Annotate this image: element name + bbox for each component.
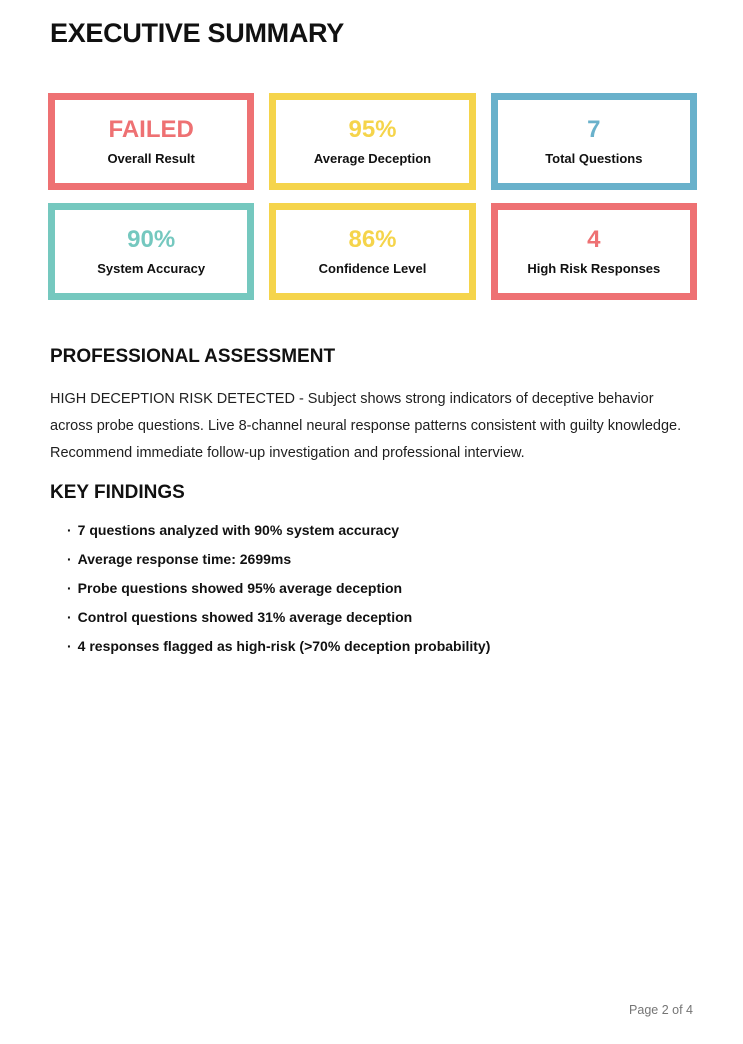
finding-text: 4 responses flagged as high-risk (>70% deception probability): [77, 638, 491, 654]
metric-label: System Accuracy: [97, 261, 206, 276]
metric-card-average-deception: [269, 93, 475, 190]
finding-item: [67, 610, 490, 624]
metric-label: High Risk Responses: [527, 261, 661, 276]
metric-label: Confidence Level: [318, 261, 427, 276]
bullet-icon: ·: [67, 580, 72, 596]
finding-item: [67, 523, 490, 537]
summary-cards-grid: [48, 93, 697, 300]
assessment-body-text: HIGH DECEPTION RISK DETECTED - Subject shows strong indicators of deceptive behavior across probe questions. Live 8-channel neural response patterns consistent with guilty knowledge. Recommend immediate follow-up investigation and professional interview.: [50, 391, 682, 461]
assessment-section-heading: PROFESSIONAL ASSESSMENT: [50, 346, 336, 367]
key-findings-list: [67, 523, 490, 668]
metric-label: Overall Result: [107, 151, 195, 166]
metric-value: 4: [587, 226, 601, 253]
bullet-icon: ·: [67, 609, 72, 625]
bullet-icon: ·: [67, 638, 72, 654]
finding-text: Control questions showed 31% average deception: [77, 609, 413, 625]
bullet-icon: ·: [67, 522, 72, 538]
metric-card-total-questions: [491, 93, 697, 190]
metric-card-overall-result: [48, 93, 254, 190]
metric-value: 86%: [348, 226, 397, 253]
metric-value: 7: [587, 116, 601, 143]
finding-item: [67, 552, 490, 566]
finding-item: [67, 639, 490, 653]
page-number: Page 2 of 4: [629, 1003, 693, 1017]
metric-value: 90%: [127, 226, 176, 253]
metric-label: Average Deception: [313, 151, 432, 166]
bullet-icon: ·: [67, 551, 72, 567]
findings-section-heading: KEY FINDINGS: [50, 482, 185, 503]
metric-card-system-accuracy: [48, 203, 254, 300]
finding-text: Average response time: 2699ms: [77, 551, 292, 567]
metric-card-high-risk-responses: [491, 203, 697, 300]
metric-value: 95%: [348, 116, 397, 143]
metric-value: FAILED: [108, 116, 194, 143]
metric-label: Total Questions: [545, 151, 643, 166]
finding-text: 7 questions analyzed with 90% system accuracy: [77, 522, 400, 538]
finding-item: [67, 581, 490, 595]
metric-card-confidence-level: [269, 203, 475, 300]
finding-text: Probe questions showed 95% average deception: [77, 580, 403, 596]
page-title: EXECUTIVE SUMMARY: [50, 18, 344, 48]
